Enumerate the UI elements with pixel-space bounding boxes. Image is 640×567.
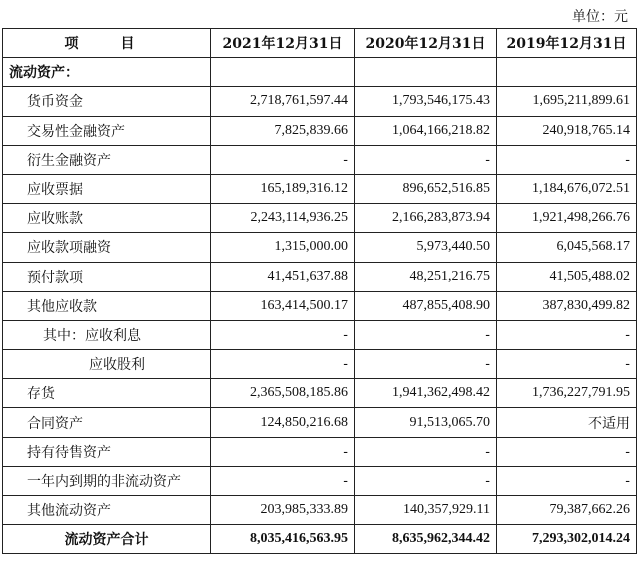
value-cell-2020: - <box>355 350 497 379</box>
value-cell-2020: 2,166,283,873.94 <box>355 204 497 233</box>
value-cell-2019: - <box>497 145 637 174</box>
row-label: 存货 <box>3 379 211 408</box>
row-label: 衍生金融资产 <box>3 145 211 174</box>
table-row <box>3 437 637 466</box>
row-label: 应收款项融资 <box>3 233 211 262</box>
row-label: 其他应收款 <box>3 291 211 320</box>
value-cell-2019: 不适用 <box>497 408 637 437</box>
balance-sheet-table <box>2 28 637 554</box>
row-label: 应收股利 <box>3 350 211 379</box>
value-cell-2020: - <box>355 437 497 466</box>
row-label: 持有待售资产 <box>3 437 211 466</box>
value-cell-2020: 896,652,516.85 <box>355 174 497 203</box>
value-cell-2021: - <box>211 320 355 349</box>
value-cell-2021: 163,414,500.17 <box>211 291 355 320</box>
value-cell-2021: 2,365,508,185.86 <box>211 379 355 408</box>
value-cell-2019: 6,045,568.17 <box>497 233 637 262</box>
value-cell-2019: 1,921,498,266.76 <box>497 204 637 233</box>
table-row <box>3 466 637 495</box>
value-cell-2019: - <box>497 320 637 349</box>
value-cell-2020: - <box>355 466 497 495</box>
value-cell-2021 <box>211 58 355 87</box>
value-cell-2021: 7,825,839.66 <box>211 116 355 145</box>
value-cell-2020: 1,064,166,218.82 <box>355 116 497 145</box>
table-row-section <box>3 58 637 87</box>
value-cell-2019: 240,918,765.14 <box>497 116 637 145</box>
value-cell-2019: 7,293,302,014.24 <box>497 525 637 554</box>
table-row <box>3 174 637 203</box>
value-cell-2020: 8,635,962,344.42 <box>355 525 497 554</box>
value-cell-2019: 1,184,676,072.51 <box>497 174 637 203</box>
table-row <box>3 233 637 262</box>
header-2021: 2021年12月31日 <box>211 29 355 58</box>
value-cell-2020: 5,973,440.50 <box>355 233 497 262</box>
table-row <box>3 320 637 349</box>
header-2019: 2019年12月31日 <box>497 29 637 58</box>
row-label: 货币资金 <box>3 87 211 116</box>
row-label: 应收票据 <box>3 174 211 203</box>
table-row <box>3 145 637 174</box>
value-cell-2020: 487,855,408.90 <box>355 291 497 320</box>
row-label: 交易性金融资产 <box>3 116 211 145</box>
row-label: 其中：应收利息 <box>3 320 211 349</box>
row-label: 合同资产 <box>3 408 211 437</box>
value-cell-2021: - <box>211 466 355 495</box>
header-2020: 2020年12月31日 <box>355 29 497 58</box>
value-cell-2019: 1,736,227,791.95 <box>497 379 637 408</box>
value-cell-2021: 165,189,316.12 <box>211 174 355 203</box>
unit-label: 单位：元 <box>572 9 628 25</box>
table-row <box>3 87 637 116</box>
value-cell-2019: 387,830,499.82 <box>497 291 637 320</box>
row-label: 应收账款 <box>3 204 211 233</box>
value-cell-2019: 79,387,662.26 <box>497 496 637 525</box>
table-row <box>3 291 637 320</box>
value-cell-2021: 8,035,416,563.95 <box>211 525 355 554</box>
value-cell-2019: - <box>497 350 637 379</box>
value-cell-2020: 1,793,546,175.43 <box>355 87 497 116</box>
table-row-total <box>3 525 637 554</box>
value-cell-2020: 140,357,929.11 <box>355 496 497 525</box>
value-cell-2020: 48,251,216.75 <box>355 262 497 291</box>
value-cell-2021: 124,850,216.68 <box>211 408 355 437</box>
value-cell-2021: - <box>211 145 355 174</box>
value-cell-2019: - <box>497 437 637 466</box>
value-cell-2021: 1,315,000.00 <box>211 233 355 262</box>
row-label: 流动资产： <box>3 58 211 87</box>
value-cell-2020: 1,941,362,498.42 <box>355 379 497 408</box>
value-cell-2021: 2,243,114,936.25 <box>211 204 355 233</box>
table-row <box>3 116 637 145</box>
row-label: 一年内到期的非流动资产 <box>3 466 211 495</box>
row-label: 流动资产合计 <box>3 525 211 554</box>
value-cell-2019 <box>497 58 637 87</box>
table-row <box>3 496 637 525</box>
value-cell-2021: 203,985,333.89 <box>211 496 355 525</box>
table-body <box>3 58 637 554</box>
value-cell-2021: - <box>211 350 355 379</box>
value-cell-2020: - <box>355 320 497 349</box>
value-cell-2019: 41,505,488.02 <box>497 262 637 291</box>
table-row <box>3 262 637 291</box>
value-cell-2020: - <box>355 145 497 174</box>
header-row <box>3 29 637 58</box>
value-cell-2020 <box>355 58 497 87</box>
table-row <box>3 350 637 379</box>
table-row <box>3 204 637 233</box>
value-cell-2021: - <box>211 437 355 466</box>
table-row <box>3 379 637 408</box>
header-item: 项 目 <box>3 29 211 58</box>
value-cell-2020: 91,513,065.70 <box>355 408 497 437</box>
table-row <box>3 408 637 437</box>
value-cell-2021: 41,451,637.88 <box>211 262 355 291</box>
row-label: 其他流动资产 <box>3 496 211 525</box>
value-cell-2019: 1,695,211,899.61 <box>497 87 637 116</box>
value-cell-2019: - <box>497 466 637 495</box>
value-cell-2021: 2,718,761,597.44 <box>211 87 355 116</box>
row-label: 预付款项 <box>3 262 211 291</box>
